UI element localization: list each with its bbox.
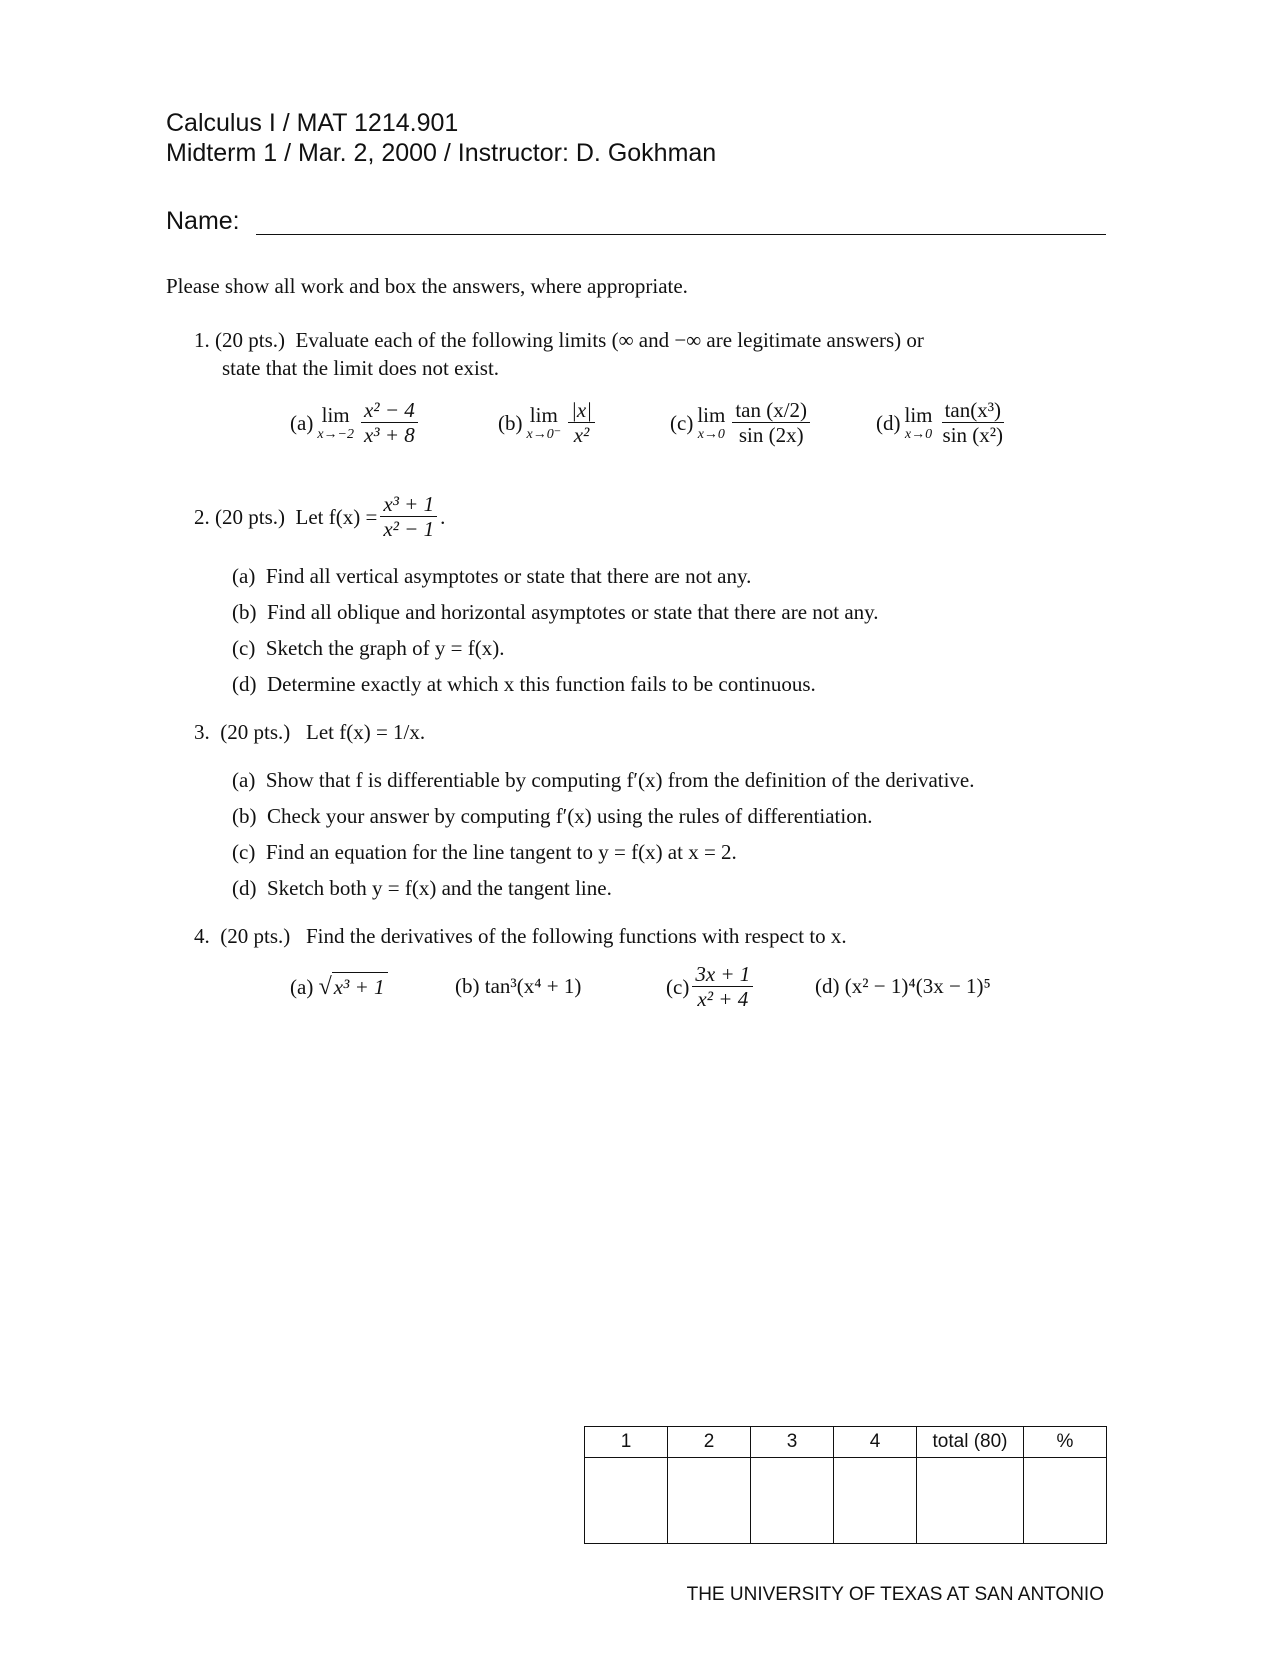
problem-2	[194, 492, 445, 541]
problem-1	[194, 326, 1104, 382]
grade-header-cell: 4	[834, 1427, 917, 1458]
grade-header-cell: 2	[668, 1427, 751, 1458]
problem-1-part-b	[498, 398, 598, 447]
part-label: (b)	[455, 974, 480, 998]
grade-header-cell: %	[1024, 1427, 1107, 1458]
grade-header-cell: 3	[751, 1427, 834, 1458]
course-title: Calculus I / MAT 1214.901	[166, 109, 459, 137]
part-text: Show that f is differentiable by computing f′(x) from the definition of the derivative.	[265, 768, 975, 792]
problem-3	[194, 718, 425, 746]
grade-table	[584, 1426, 1107, 1544]
problem-text: Evaluate each of the following limits (∞ and −∞ are legitimate answers) or	[295, 328, 924, 352]
part-text: Sketch the graph of y = f(x).	[265, 636, 505, 660]
part-text: Find all oblique and horizontal asymptotes or state that there are not any.	[267, 600, 879, 624]
problem-text: Find the derivatives of the following functions with respect to x.	[306, 924, 847, 948]
grade-table-score-row	[585, 1458, 1107, 1544]
expression: (x² − 1)⁴(3x − 1)⁵	[844, 974, 991, 998]
expression: tan³(x⁴ + 1)	[484, 974, 582, 998]
problem-number: 2.	[194, 504, 210, 529]
problem-2-parts	[232, 562, 879, 698]
score-cell[interactable]	[751, 1458, 834, 1544]
part-label: (a)	[290, 410, 314, 435]
problem-1-part-d	[876, 398, 1009, 447]
problem-points: (20 pts.)	[220, 924, 291, 948]
expression-fraction: $\frac{3x + 1}{\text{x² + 4}}$	[692, 962, 753, 1011]
part-label: (c)	[666, 974, 690, 999]
part-label: (a)	[290, 974, 314, 999]
problem-points: (20 pts.)	[215, 328, 285, 352]
university-footer: THE UNIVERSITY OF TEXAS AT SAN ANTONIO	[686, 1584, 1104, 1605]
limit-operator: lim x→0	[904, 402, 933, 442]
problem-4-part-c	[666, 962, 756, 1011]
name-label: Name:	[166, 207, 240, 235]
part-label: (d)	[232, 876, 257, 900]
problem-points: (20 pts.)	[215, 504, 285, 529]
part-label: (c)	[670, 410, 694, 435]
radical-sign-icon: √	[318, 974, 332, 1000]
problem-4-part-d	[815, 972, 991, 1000]
problem-text: Let f(x) =	[295, 504, 378, 529]
problem-text-continued: state that the limit does not exist.	[222, 356, 500, 380]
limit-operator: lim x→−2	[317, 402, 354, 442]
grade-header-cell: total (80)	[917, 1427, 1024, 1458]
problem-number: 1.	[194, 328, 210, 352]
part-text: Find all vertical asymptotes or state that there are not any.	[265, 564, 752, 588]
part-label: (b)	[232, 804, 257, 828]
period: .	[440, 504, 446, 529]
part-label: (a)	[232, 564, 256, 588]
limit-operator: lim x→0⁻	[526, 402, 562, 442]
problem-points: (20 pts.)	[220, 720, 291, 744]
problem-number: 4.	[194, 924, 210, 948]
part-label: (a)	[232, 768, 256, 792]
problem-4	[194, 922, 847, 950]
problem-4-part-a	[290, 972, 388, 1001]
score-cell[interactable]	[668, 1458, 751, 1544]
score-cell[interactable]	[585, 1458, 668, 1544]
problem-text: Let f(x) = 1/x.	[306, 720, 426, 744]
limit-fraction: $\frac{\text{tan(x³)}}{\text{sin (x²)}}$	[942, 398, 1004, 447]
exam-info: Midterm 1 / Mar. 2, 2000 / Instructor: D. Gokhman	[166, 139, 717, 167]
part-label: (d)	[232, 672, 257, 696]
part-label: (d)	[815, 974, 840, 998]
grade-header-cell: 1	[585, 1427, 668, 1458]
score-cell[interactable]	[917, 1458, 1024, 1544]
problem-1-part-c	[670, 398, 813, 447]
part-text: Find an equation for the line tangent to y = f(x) at x = 2.	[265, 840, 737, 864]
limit-operator: lim x→0	[697, 402, 726, 442]
limit-fraction: $\frac{|x|}{\text{x²}}$	[568, 398, 595, 447]
part-label: (c)	[232, 840, 256, 864]
part-text: Sketch both y = f(x) and the tangent line.	[267, 876, 612, 900]
grade-table-header-row	[585, 1427, 1107, 1458]
part-label: (d)	[876, 410, 901, 435]
square-root: √ x³ + 1	[319, 972, 388, 1001]
problem-4-part-b	[455, 972, 581, 1000]
limit-fraction: $\frac{\text{x² − 4}}{\text{x³ + 8}}$	[361, 398, 418, 447]
score-cell[interactable]	[834, 1458, 917, 1544]
name-line[interactable]	[256, 234, 1106, 235]
score-cell[interactable]	[1024, 1458, 1107, 1544]
function-fraction: $\frac{\text{x³ + 1}}{\text{x² − 1}}$	[380, 492, 437, 541]
part-text: Determine exactly at which x this function fails to be continuous.	[267, 672, 816, 696]
problem-3-parts	[232, 766, 975, 902]
problem-1-part-a	[290, 398, 421, 447]
instructions: Please show all work and box the answers, where appropriate.	[166, 274, 688, 298]
part-label: (c)	[232, 636, 256, 660]
limit-fraction: $\frac{\tan (x/2)}{\sin (2x)}$	[732, 398, 810, 447]
part-label: (b)	[498, 410, 523, 435]
problem-number: 3.	[194, 720, 210, 744]
part-text: Check your answer by computing f′(x) using the rules of differentiation.	[267, 804, 873, 828]
part-label: (b)	[232, 600, 257, 624]
